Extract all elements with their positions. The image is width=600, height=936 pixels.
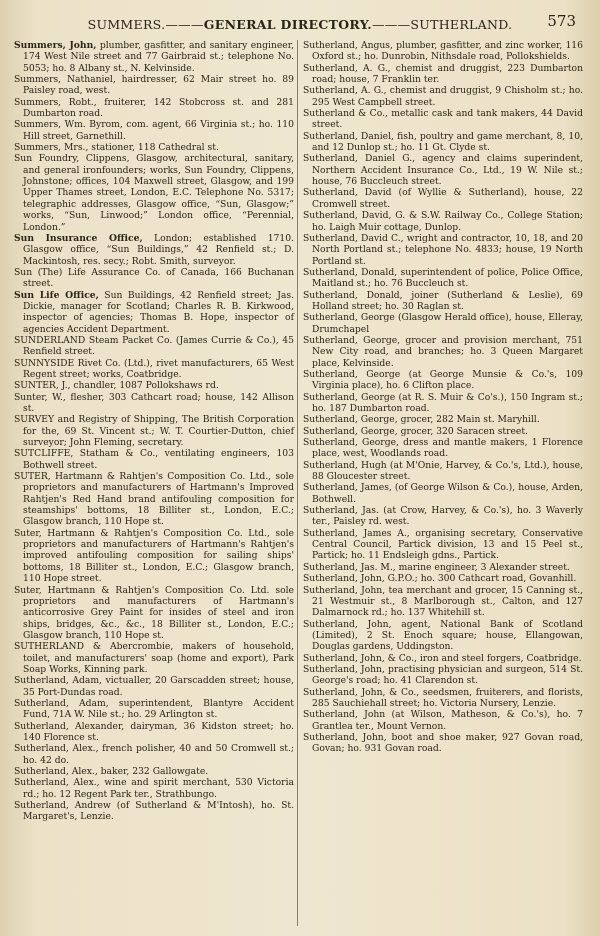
directory-entry [14, 528, 294, 585]
entry-text: Sutherland, John, agent, National Bank of Scotland (Limited), 2 St. Enoch square; house, Ellangowan, Douglas gardens, Uddingston. [303, 618, 583, 653]
directory-entry [303, 108, 583, 131]
directory-entry [303, 505, 583, 528]
directory-entry [303, 267, 583, 290]
directory-entry [303, 482, 583, 505]
entry-text: Sutherland, George (at R. S. Muir & Co's.), 150 Ingram st.; ho. 187 Dumbarton road. [303, 391, 583, 414]
entry-text: SUNTER, J., chandler, 1087 Pollokshaws rd. [14, 380, 219, 392]
entry-text: SUTER, Hartmann & Rahtjen's Composition Co. Ltd., sole proprietors and manufacturers of Hartmann's Improved Rahtjen's Red Hand brand antifouling composition for steamships' bottoms, 18 Billiter st., London, E.C.; Glasgow branch, 110 Hope st. [14, 471, 294, 528]
entry-text: Sutherland, Daniel G., agency and claims superindent, Northern Accident Insurance Co., Ltd., 19 W. Nile st.; house, 76 Buccleuch street. [303, 153, 583, 188]
directory-entry [303, 573, 583, 584]
directory-entry [303, 131, 583, 154]
entry-text: Sutherland, Alex., wine and spirit merchant, 530 Victoria rd.; ho. 12 Regent Park ter., Strathbungo. [14, 777, 294, 800]
directory-entry [303, 335, 583, 369]
entry-lead: Summers, John, [14, 40, 97, 51]
directory-entry [14, 153, 294, 232]
directory-entry [14, 698, 294, 721]
directory-entry [303, 40, 583, 63]
entry-text: Sutherland, John (at Wilson, Matheson, & Co.'s), ho. 7 Grantlea ter., Mount Vernon. [303, 709, 583, 732]
entry-text: Sutherland, Adam, victualler, 20 Garscadden street; house, 35 Port-Dundas road. [14, 675, 294, 698]
directory-entry [303, 312, 583, 335]
directory-entry [303, 233, 583, 267]
entry-text: Sutherland, Andrew (of Sutherland & M'Intosh), ho. St. Margaret's, Lenzie. [14, 800, 294, 823]
entry-lead: Sun Life Office, [14, 289, 99, 301]
header-title: SUMMERS.———GENERAL DIRECTORY.———SUTHERLAND. [87, 17, 513, 32]
directory-entry [303, 562, 583, 573]
entry-text: SUTHERLAND & Abercrombie, makers of household, toilet, and manufacturers' soap (home and export), Park Soap Works, Kinning park. [14, 641, 294, 675]
directory-entry [303, 460, 583, 483]
entry-text: Sutherland, George (at George Munsie & Co.'s, 109 Virginia place), ho. 6 Clifton place. [303, 368, 583, 392]
entry-text: Sutherland, Adam, superintendent, Blantyre Accident Fund, 71A W. Nile st.; ho. 29 Arlington st. [14, 697, 294, 721]
entry-text: Sutherland, Jas. M., marine engineer, 3 Alexander street. [303, 561, 570, 573]
entry-text: Sun Buildings, 42 Renfield street; Jas. Dickie, manager for Scotland; Charles R. B. Kirkwood, inspector of agencies; Thomas B. Hope, inspector of agencies Accident Department. [23, 289, 294, 335]
entry-text: Sutherland, John, tea merchant and grocer, 15 Canning st., 21 Westmuir st., 8 Marlborough st., Calton, and 127 Dalmarnock rd.; ho. 137 Whitehill st. [303, 584, 583, 619]
directory-entry [303, 732, 583, 755]
directory-entry [303, 153, 583, 187]
entry-text: Sutherland, Hugh (at M'Onie, Harvey, & Co.'s, Ltd.), house, 88 Gloucester street. [303, 459, 583, 483]
directory-entry [14, 358, 294, 381]
entry-text: Sutherland, James, (of George Wilson & Co.), house, Arden, Bothwell. [303, 482, 583, 505]
entry-text: SURVEY and Registry of Shipping, The British Corporation for the, 69 St. Vincent st.; W. T. Courtier-Dutton, chief surveyor; John Fleming, secretary. [14, 414, 294, 449]
header-center: GENERAL DIRECTORY. [203, 17, 372, 32]
directory-entry [303, 290, 583, 313]
directory-entry [303, 687, 583, 710]
entry-text: Sutherland, James A., organising secretary, Conservative Central Council, Partick division, 13 and 15 Peel st., Partick; ho. 11 Endsleigh gdns., Partick. [303, 527, 583, 562]
entry-text: Sunter, W., flesher, 303 Cathcart road; house, 142 Allison st. [14, 391, 294, 414]
directory-entry [14, 471, 294, 528]
directory-entry [303, 664, 583, 687]
directory-entry [14, 766, 294, 777]
entry-text: Sutherland, George (Glasgow Herald office), house, Elleray, Drumchapel [303, 312, 583, 335]
entry-text: Sun (The) Life Assurance Co. of Canada, 166 Buchanan street. [14, 266, 294, 290]
header-right: SUTHERLAND. [410, 17, 513, 32]
entry-text: London; established 1710. Glasgow office, “Sun Buildings,” 42 Renfield st.; D. Mackintosh, res. secy.; Robt. Smith, surveyor. [23, 232, 294, 267]
directory-entry [14, 290, 294, 335]
header-left: SUMMERS. [87, 17, 166, 32]
entry-text: Sutherland, Angus, plumber, gasfitter, and zinc worker, 116 Oxford st.; ho. Dunrobin, Nithsdale road, Pollokshields. [303, 40, 583, 63]
entry-text: Sutherland, David, G. & S.W. Railway Co., College Station; ho. Laigh Muir cottage, Dunlop. [303, 210, 583, 233]
directory-entry [14, 641, 294, 675]
entry-text: Sutherland, Alex., french polisher, 40 and 50 Cromwell st.; ho. 42 do. [14, 743, 294, 766]
entry-text: Summers, Nathaniel, hairdresser, 62 Mair street ho. 89 Paisley road, west. [14, 74, 294, 97]
entry-text: Sutherland, John, boot and shoe maker, 927 Govan road, Govan; ho. 931 Govan road. [303, 731, 583, 755]
entry-text: Sutherland, John, & Co., iron and steel forgers, Coatbridge. [303, 652, 582, 664]
directory-entry [14, 777, 294, 800]
directory-entry [303, 426, 583, 437]
directory-entry [14, 380, 294, 391]
entry-text: Sutherland, Jas. (at Crow, Harvey, & Co.'s), ho. 3 Waverly ter., Paisley rd. west. [303, 505, 583, 528]
directory-entry [14, 743, 294, 766]
directory-entry [303, 437, 583, 460]
entry-text: Sutherland, John, & Co., seedsmen, fruiterers, and florists, 285 Sauchiehall street; ho. Victoria Nursery, Lenzie. [303, 686, 583, 709]
directory-entry [14, 40, 294, 74]
directory-entry [14, 335, 294, 358]
entry-text: Sutherland, George, grocer, 282 Main st. Maryhill. [303, 414, 540, 426]
directory-entry [303, 85, 583, 108]
directory-entry [14, 233, 294, 267]
directory-entry [14, 585, 294, 642]
directory-entry [14, 119, 294, 142]
directory-entry [303, 619, 583, 653]
entry-lead: Sun Insurance Office, [14, 232, 143, 244]
directory-entry [14, 800, 294, 823]
entry-text: Sutherland, David C., wright and contractor, 10, 18, and 20 North Portland st.; telephone No. 4833; house, 19 North Portland st. [303, 232, 583, 267]
directory-entry [14, 142, 294, 153]
directory-entry [14, 267, 294, 290]
entry-text: Sun Foundry, Clippens, Glasgow, architectural, sanitary, and general ironfounders; works, Sun Foundry, Clippens, Johnstone; offices, 104 Maxwell street, Glasgow, and 199 Upper Thames street, London, E.C. Telephone No. 5317; telegraphic addresses, Glasgow office, “Sun, Glasgow;” works, “Sun, Linwood;” London office, “Perennial, London.” [14, 153, 294, 233]
entry-text: Sutherland, John, G.P.O.; ho. 300 Cathcart road, Govanhill. [303, 573, 577, 585]
entry-text: plumber, gasfitter, and sanitary engineer, 174 West Nile street and 77 Gairbraid st.; telephone No. 5053; ho. 8 Albany st., N. Kelvinside. [23, 40, 294, 74]
entry-text: Summers, Wm. Byrom, com. agent, 66 Virginia st.; ho. 110 Hill street, Garnethill. [14, 119, 294, 142]
entry-text: Sutherland, George, dress and mantle makers, 1 Florence place, west, Woodlands road. [303, 437, 583, 460]
entry-text: Sutherland, Donald, superintendent of police, Police Office, Maitland st.; ho. 76 Buccleuch st. [303, 266, 583, 290]
directory-entry [303, 709, 583, 732]
entry-text: Sutherland, George, grocer, 320 Saracen street. [303, 425, 528, 437]
directory-entry [14, 392, 294, 415]
entry-text: Suter, Hartmann & Rahtjen's Composition Co. Ltd., sole proprietors and manufacturers of Hartmann's Rahtjen's improved antifouling composition for sailing ships' bottoms, 18 Billiter st., London, E.C.; Glasgow branch, 110 Hope street. [14, 527, 294, 585]
directory-entry [14, 721, 294, 744]
entry-text: Sutherland, John, practising physician and surgeon, 514 St. George's road; ho. 41 Clarendon st. [303, 663, 583, 687]
directory-entry [14, 74, 294, 97]
directory-entry [14, 448, 294, 471]
column-divider [297, 40, 298, 926]
left-column [14, 40, 294, 823]
entry-text: Sutherland, A. G., chemist and druggist, 223 Dumbarton road; house, 7 Franklin ter. [303, 62, 583, 86]
directory-entry [303, 369, 583, 392]
directory-entry [303, 63, 583, 86]
entry-text: Sutherland, Donald, joiner (Sutherland & Leslie), 69 Holland street; ho. 30 Raglan st. [303, 289, 583, 312]
entry-text: Summers, Mrs., stationer, 118 Cathedral st. [14, 142, 219, 154]
entry-text: Sutherland, Alex., baker, 232 Gallowgate. [14, 766, 209, 777]
entry-text: Sutherland, George, grocer and provision merchant, 751 New City road, and branches; ho. 3 Queen Margaret place, Kelvinside. [303, 334, 583, 369]
directory-entry [303, 210, 583, 233]
entry-text: SUNDERLAND Steam Packet Co. (James Currie & Co.), 45 Renfield street. [14, 334, 294, 358]
entry-text: Sutherland & Co., metallic cask and tank makers, 44 David street. [303, 108, 583, 131]
entry-text: SUTCLIFFE, Statham & Co., ventilating engineers, 103 Bothwell street. [14, 448, 294, 471]
page-number: 573 [547, 12, 576, 30]
directory-entry [303, 414, 583, 425]
entry-text: Sutherland, Daniel, fish, poultry and game merchant, 8, 10, and 12 Dunlop st.; ho. 11 Gt. Clyde st. [303, 130, 583, 154]
entry-text: Sutherland, David (of Wyllie & Sutherland), house, 22 Cromwell street. [303, 187, 583, 210]
directory-entry [14, 414, 294, 448]
entry-text: Suter, Hartmann & Rahtjen's Composition Co. Ltd. sole proprietors and manufacturers of Hartmann's anticorrosive Grey Paint for insides of steel and iron ships, bridges, &c., &c., 18 Billiter st., London, E.C.; Glasgow branch, 110 Hope st. [14, 584, 294, 641]
directory-entry [303, 528, 583, 562]
entry-text: Summers, Robt., fruiterer, 142 Stobcross st. and 281 Dumbarton road. [14, 96, 294, 120]
entry-text: Sutherland, Alexander, dairyman, 36 Kidston street; ho. 140 Florence st. [14, 720, 294, 743]
directory-entry [14, 97, 294, 120]
entry-text: Sutherland, A. G., chemist and druggist, 9 Chisholm st.; ho. 295 West Campbell street. [303, 85, 583, 108]
directory-entry [303, 187, 583, 210]
directory-entry [303, 392, 583, 415]
directory-entry [14, 675, 294, 698]
directory-entry [303, 653, 583, 664]
running-header [20, 12, 580, 36]
directory-entry [303, 585, 583, 619]
right-column [303, 40, 583, 755]
entry-text: SUNNYSIDE Rivet Co. (Ltd.), rivet manufacturers, 65 West Regent street; works, Coatbridge. [14, 357, 294, 380]
